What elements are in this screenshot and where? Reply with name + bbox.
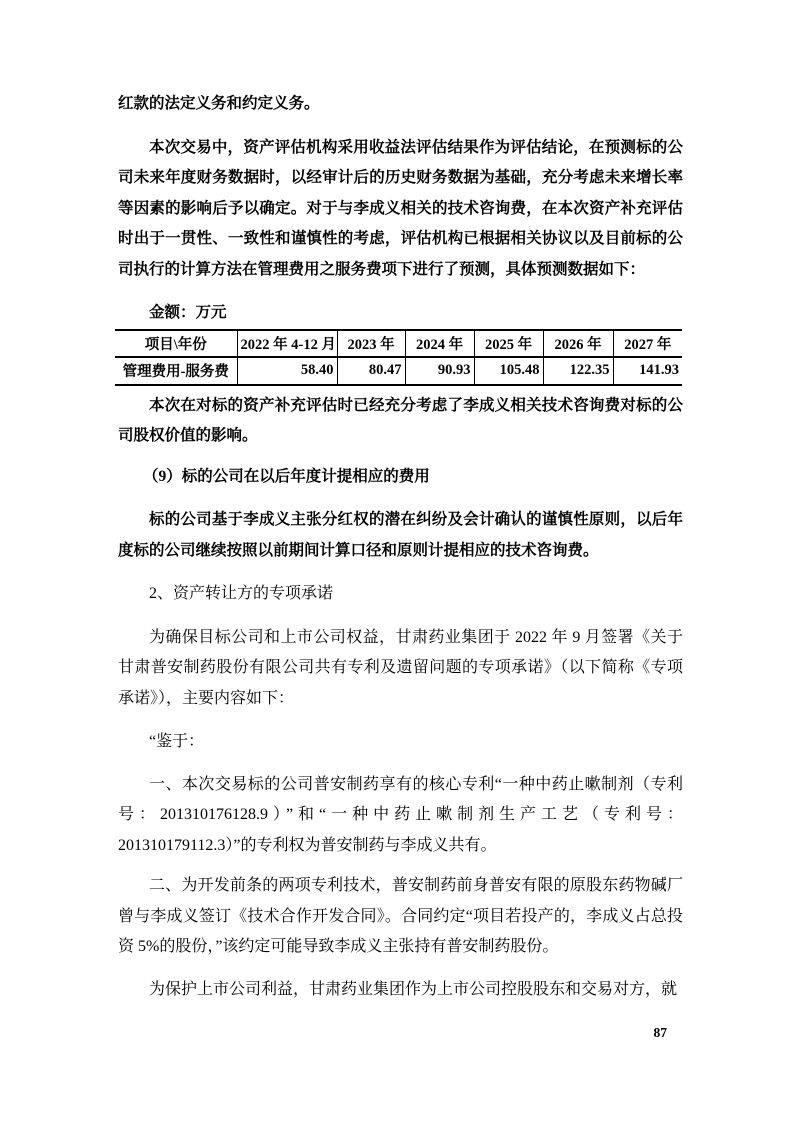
row-label-cell: 管理费用-服务费 <box>122 364 229 380</box>
table-row-service-fee <box>115 357 682 385</box>
paragraph-patent-two: 二、为开发前条的两项专利技术，普安制药前身普安有限的原股东药物碱厂曾与李成义签订《技术合作开发合同》。合同约定“项目若投产的，李成义占总投资 5%的股份，”该约定可能导致李成义主张持有普安制药股份。 <box>118 877 683 955</box>
value-cell-2024: 90.93 <box>405 357 474 385</box>
header-cell-2022: 2022 年 4-12 月 <box>237 330 337 357</box>
table-unit-label: 金额：万元 <box>149 304 227 321</box>
paragraph-whereas: “鉴于： <box>149 733 205 750</box>
page-number: 87 <box>653 1025 667 1040</box>
value-cell-2022: 58.40 <box>237 357 337 385</box>
header-cell-2027: 2027 年 <box>613 330 682 357</box>
heading-item-9: （9）标的公司在以后年度计提相应的费用 <box>143 467 430 485</box>
paragraph-patent-one: 一、本次交易标的公司普安制药享有的核心专利“一种中药止嗽制剂（专利号：201310176128.9）”和“一种中药止嗽制剂生产工艺（专利号：201310179112.3）”的专利权为普安制药与李成义共有。 <box>118 775 683 854</box>
value-cell-2025: 105.48 <box>474 357 543 385</box>
value-cell-2027: 141.93 <box>613 357 682 385</box>
heading-special-commitment: 2、资产转让方的专项承诺 <box>149 585 334 602</box>
forecast-table <box>115 329 682 386</box>
paragraph-commitment-intro: 为确保目标公司和上市公司权益，甘肃药业集团于 2022 年 9 月签署《关于甘肃普安制药股份有限公司共有专利及遗留问题的专项承诺》（以下简称《专项承诺》），主要内容如下： <box>118 628 683 707</box>
paragraph-valuation-conclusion: 本次在对标的资产补充评估时已经充分考虑了李成义相关技术咨询费对标的公司股权价值的影响。 <box>118 396 683 444</box>
paragraph-carryover: 红款的法定义务和约定义务。 <box>118 95 320 112</box>
paragraph-protection: 为保护上市公司利益，甘肃药业集团作为上市公司控股股东和交易对方，就 <box>149 980 678 998</box>
paragraph-future-accrual: 标的公司基于李成义主张分红权的潜在纠纷及会计确认的谨慎性原则，以后年度标的公司继续按照以前期间计算口径和原则计提相应的技术咨询费。 <box>118 511 683 559</box>
header-cell-2025: 2025 年 <box>474 330 543 357</box>
header-cell-2024: 2024 年 <box>405 330 474 357</box>
paragraph-valuation-method: 本次交易中，资产评估机构采用收益法评估结果作为评估结论，在预测标的公司未来年度财务数据时，以经审计后的历史财务数据为基础，充分考虑未来增长率等因素的影响后予以确定。对于与李成义相关的技术咨询费，在本次资产补充评估时出于一贯性、一致性和谨慎性的考虑，评估机构已根据相关协议以及目前标的公司执行的计算方法在管理费用之服务费项下进行了预测，具体预测数据如下： <box>118 138 683 278</box>
value-cell-2026: 122.35 <box>543 357 613 385</box>
header-cell-2026: 2026 年 <box>543 330 613 357</box>
header-cell-item-year: 项目\年份 <box>115 330 237 357</box>
header-cell-2023: 2023 年 <box>337 330 405 357</box>
value-cell-2023: 80.47 <box>337 357 405 385</box>
table-header-row <box>115 330 682 357</box>
content-area <box>118 89 683 1005</box>
